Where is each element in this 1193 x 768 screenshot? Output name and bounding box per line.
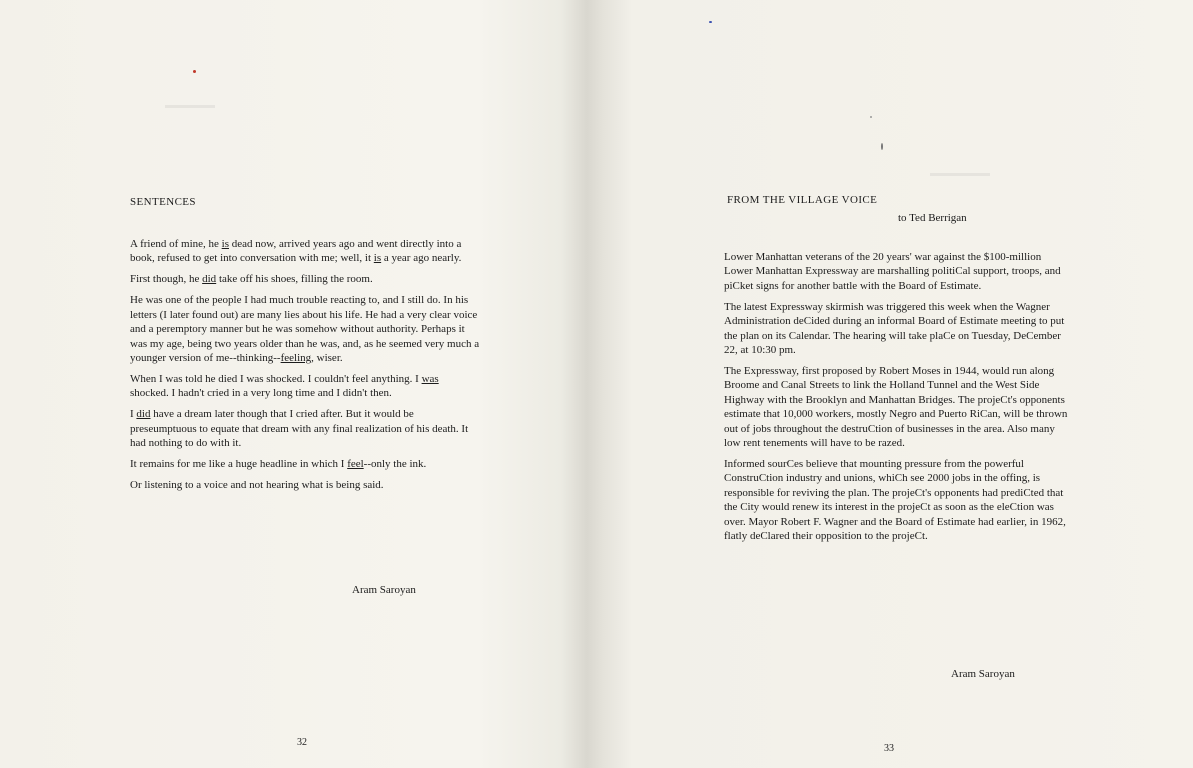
underlined-word: was [421,373,439,386]
ink-speck [709,21,712,23]
text-run: I [130,408,137,421]
ink-speck [193,70,196,73]
poem-paragraph-5 [130,407,480,450]
text-run: He was one of the people I had much trouble reacting to, and I still do. In his letters (I later found out) are many lies about his life. He had a very clear voice and a peremptory manner but he was somehow without authority. Perhaps it was my age, being two years older than he was, and, as he seemed very much a younger version of me--thinking-- [130,294,480,365]
poem-paragraph-1: Lower Manhattan veterans of the 20 years' war against the $100-million Lower Manhattan Expressway are marshalling politiCal support, troops, and piCket signs for another battle with the Board of Estimate. [724,251,1061,292]
underlined-word: is [373,252,382,265]
poem-paragraph-2: The latest Expressway skirmish was triggered this week when the Wagner Administration deCided during an informal Board of Estimate meeting to put the plan on its Calendar. The hearing will take plaCe on Tuesday, DeCember 22, at 10:30 pm. [724,300,1065,357]
page-number: 32 [297,737,307,748]
text-run: First though, he [130,273,203,286]
text-run: a year ago nearly. [381,252,462,265]
text-run: take off his shoes, filling the room. [216,273,373,286]
poem-author: Aram Saroyan [951,668,1015,680]
underlined-word: did [202,273,217,286]
page-number: 33 [884,743,894,754]
text-run: have a dream later though that I cried after. But it would be preseumptuous to equate that dream with any final realization of his death. It had nothing to do with it. [130,408,469,450]
poem-paragraph-4: Informed sourCes believe that mounting pressure from the powerful ConstruCtion industry and unions, whiCh see 2000 jobs in the offing, is responsible for reviving the plan. The projeCt's opponents had prediCted that the City would renew its interest in the projeCt as soon as the eleCtion was over. Mayor Robert F. Wagner and the Board of Estimate had earlier, in 1962, flatly deClared their opposition to the projeCt. [724,458,1066,543]
text-run: dead now, arrived years ago and went directly into a book, refused to get into conversation with me; well, it [130,238,462,265]
poem-title: FROM THE VILLAGE VOICE [727,194,878,206]
poem-author: Aram Saroyan [352,584,416,596]
text-run: shocked. I hadn't cried in a very long time and I didn't then. [130,387,392,400]
poem-title: SENTENCES [130,196,196,208]
text-run: , wiser. [311,352,343,365]
underlined-word: feeling [280,352,312,365]
right-page [590,0,1193,768]
poem-paragraph-6 [130,457,480,471]
underlined-word: feel [347,458,364,471]
poem-body [130,237,480,499]
poem-paragraph-2 [130,272,480,286]
underlined-word: is [221,238,229,250]
text-run: It remains for me like a huge headline in which I [130,458,348,471]
text-run: When I was told he died I was shocked. I couldn't feel anything. I [130,373,422,386]
left-page [0,0,590,768]
poem-paragraph-7: Or listening to a voice and not hearing what is being said. [130,479,384,492]
ink-speck [881,143,883,150]
ink-speck [870,116,872,118]
poem-paragraph-3: The Expressway, first proposed by Robert Moses in 1944, would run along Broome and Canal Streets to link the Holland Tunnel and the West Side Highway with the Brooklyn and Manhattan Bridges. The projeCt's opponents estimate that 10,000 workers, mostly Negro and Puerto RiCan, will be thrown out of jobs throughout the destruCtion of businesses in the area. Also many low rent tenements will have to be razed. [724,365,1068,450]
bleed-through-text: ▬▬▬▬▬▬ [930,168,990,179]
poem-dedication: to Ted Berrigan [898,212,967,224]
text-run: --only the ink. [363,458,427,471]
underlined-word: did [136,408,151,421]
poem-paragraph-1 [130,237,480,266]
poem-body [724,250,1069,550]
bleed-through-text: ▬▬▬▬▬ [165,100,215,111]
text-run: A friend of mine, he [130,238,222,250]
poem-paragraph-3 [130,293,480,365]
poem-paragraph-4 [130,372,480,401]
